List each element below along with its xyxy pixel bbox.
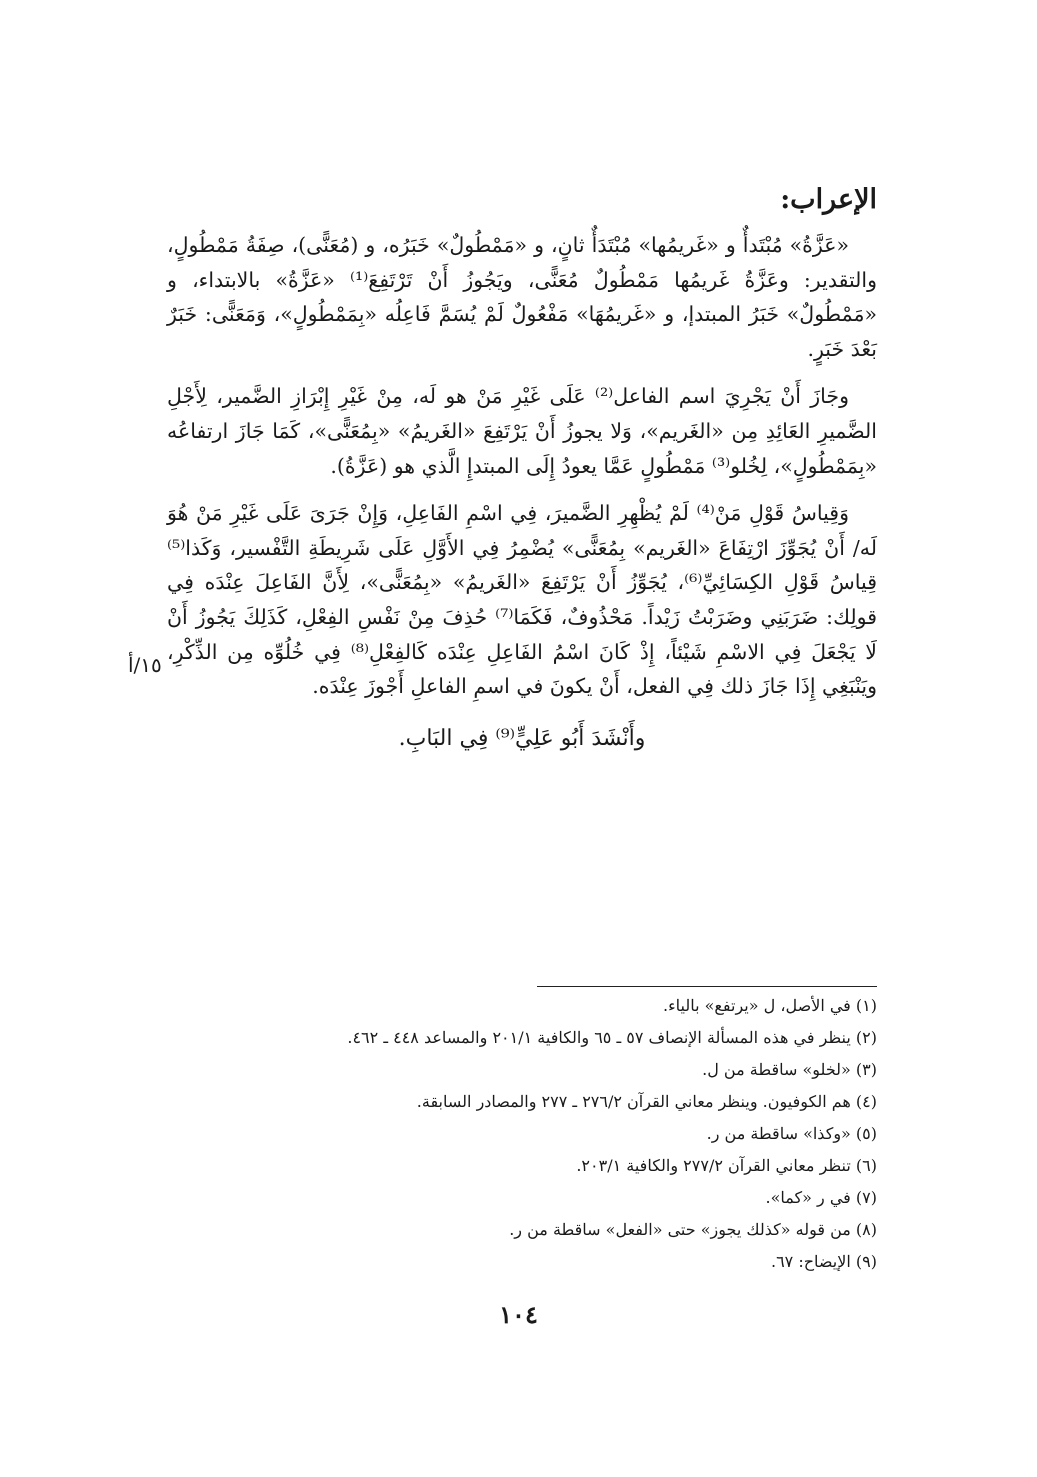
footnote-9: (٩) الإيضاح: ٦٧. — [770, 1252, 877, 1271]
verse-introduction: وأَنْشَدَ أَبُو عَلِيٍّ⁽⁹⁾ فِي البَابِ. — [398, 725, 646, 751]
footnote-3: (٣) «لخلو» ساقطة من ل. — [702, 1060, 877, 1079]
manuscript-folio-note: ١٥/أ — [128, 653, 162, 677]
main-text — [167, 228, 877, 769]
footnotes-list — [157, 990, 877, 1278]
paragraph-1: «عَزَّةُ» مُبْتَدأٌ و «غَريمُها» مُبْتَدَأٌ ثانٍ، و «مَمْطُولٌ» خَبَرُه، و (مُعَنًّى)، صِفَةُ مَمْطُولٍ، والتقدير: وعَزَّةُ غَريمُها مَمْطُولٌ مُعَنًّى، ويَجُوزُ أَنْ تَرْتَفِعَ⁽¹⁾ «عَزَّةُ» بالابتداء، و «مَمْطُولٌ» خَبَرُ المبتدإ، و «غَريمُهَا» مَفْعُولٌ لَمْ يُسَمَّ فَاعِلُه «بِمَمْطُولٍ»، وَمَعَنًّى: خَبَرٌ بَعْدَ خَبَرٍ. — [167, 233, 877, 361]
footnote-5: (٥) «وكذا» ساقطة من ر. — [706, 1124, 877, 1143]
page-number: ١٠٤ — [499, 1300, 538, 1329]
paragraph-2: وجَازَ أَنْ يَجْرِيَ اسم الفاعل⁽²⁾ عَلَى غَيْرِ مَنْ هو لَه، مِنْ غَيْرِ إِبْرَازِ الضَّمير، لِأَجْلِ الضَّميرِ العَائِدِ مِن «الغَريم»، وَلا يجوزُ أَنْ يَرْتَفِعَ «الغَريمُ» «بِمُعَنًّى»، كَمَا جَازَ ارتفاعُه «بِمَمْطُولٍ»، لِخُلو⁽³⁾ مَمْطُولٍ عَمَّا يعودُ إِلَى المبتدإِ الَّذي هو (عَزَّةُ). — [167, 384, 877, 478]
footnote-4: (٤) هم الكوفيون. وينظر معاني القرآن ٢٧٦/٢ ـ ٢٧٧ والمصادر السابقة. — [416, 1092, 877, 1111]
paragraph-3: وَقِياسُ قَوْلِ مَنْ⁽⁴⁾ لَمْ يُظْهِرِ الضَّميرَ، فِي اسْمِ الفَاعِلِ، وَإِنْ جَرَىَ عَلَى غَيْرِ مَنْ هُوَ لَه/ أَنْ يُجَوِّزَ ارْتِفَاعَ «الغَريم» بِمُعَنًّى» يُضْمِرُ فِي الأَوَّلِ عَلَى شَرِيطَةِ التَّفْسير، وَكَذا⁽⁵⁾ قِياسُ قَوْلِ الكِسَائِيِّ⁽⁶⁾، يُجَوِّزُ أَنْ يَرْتَفِعَ «الغَريمُ» «بِمُعَنًّى»، لِأَنَّ الفَاعِلَ عِنْدَه فِي قولِك: ضَرَبَنِي وضَرَبْتُ زَيْداً. مَحْذُوفٌ، فَكَمَا⁽⁷⁾ حُذِفَ مِنْ نَفْسِ الفِعْلِ، كَذَلِكَ يَجُوزُ أَنْ لَا يَجْعَلَ فِي الاسْمِ شَيْئاً، إِذْ كَانَ اسْمُ الفَاعِلِ عِنْدَه كَالفِعْلِ⁽⁸⁾ فِي خُلُوِّه مِن الذِّكْرِ، ويَنْبَغِي إِذَا جَازَ ذلك فِي الفعل، أَنْ يكونَ في اسمِ الفاعلِ أَجْوزَ عِنْدَه. — [167, 501, 877, 699]
footnote-2: (٢) ينظر في هذه المسألة الإنصاف ٥٧ ـ ٦٥ والكافية ٢٠١/١ والمساعد ٤٤٨ ـ ٤٦٢. — [347, 1028, 877, 1047]
footnote-8: (٨) من قوله «كذلك يجوز» حتى «الفعل» ساقطة من ر. — [509, 1220, 877, 1239]
footnote-7: (٧) في ر «كما». — [765, 1188, 877, 1207]
footnote-separator — [537, 986, 877, 987]
section-heading: الإعراب: — [780, 184, 877, 215]
footnote-1: (١) في الأصل، ل «يرتفع» بالياء. — [663, 996, 877, 1015]
footnote-6: (٦) تنظر معاني القرآن ٢٧٧/٢ والكافية ٢٠٣/١. — [576, 1156, 877, 1175]
